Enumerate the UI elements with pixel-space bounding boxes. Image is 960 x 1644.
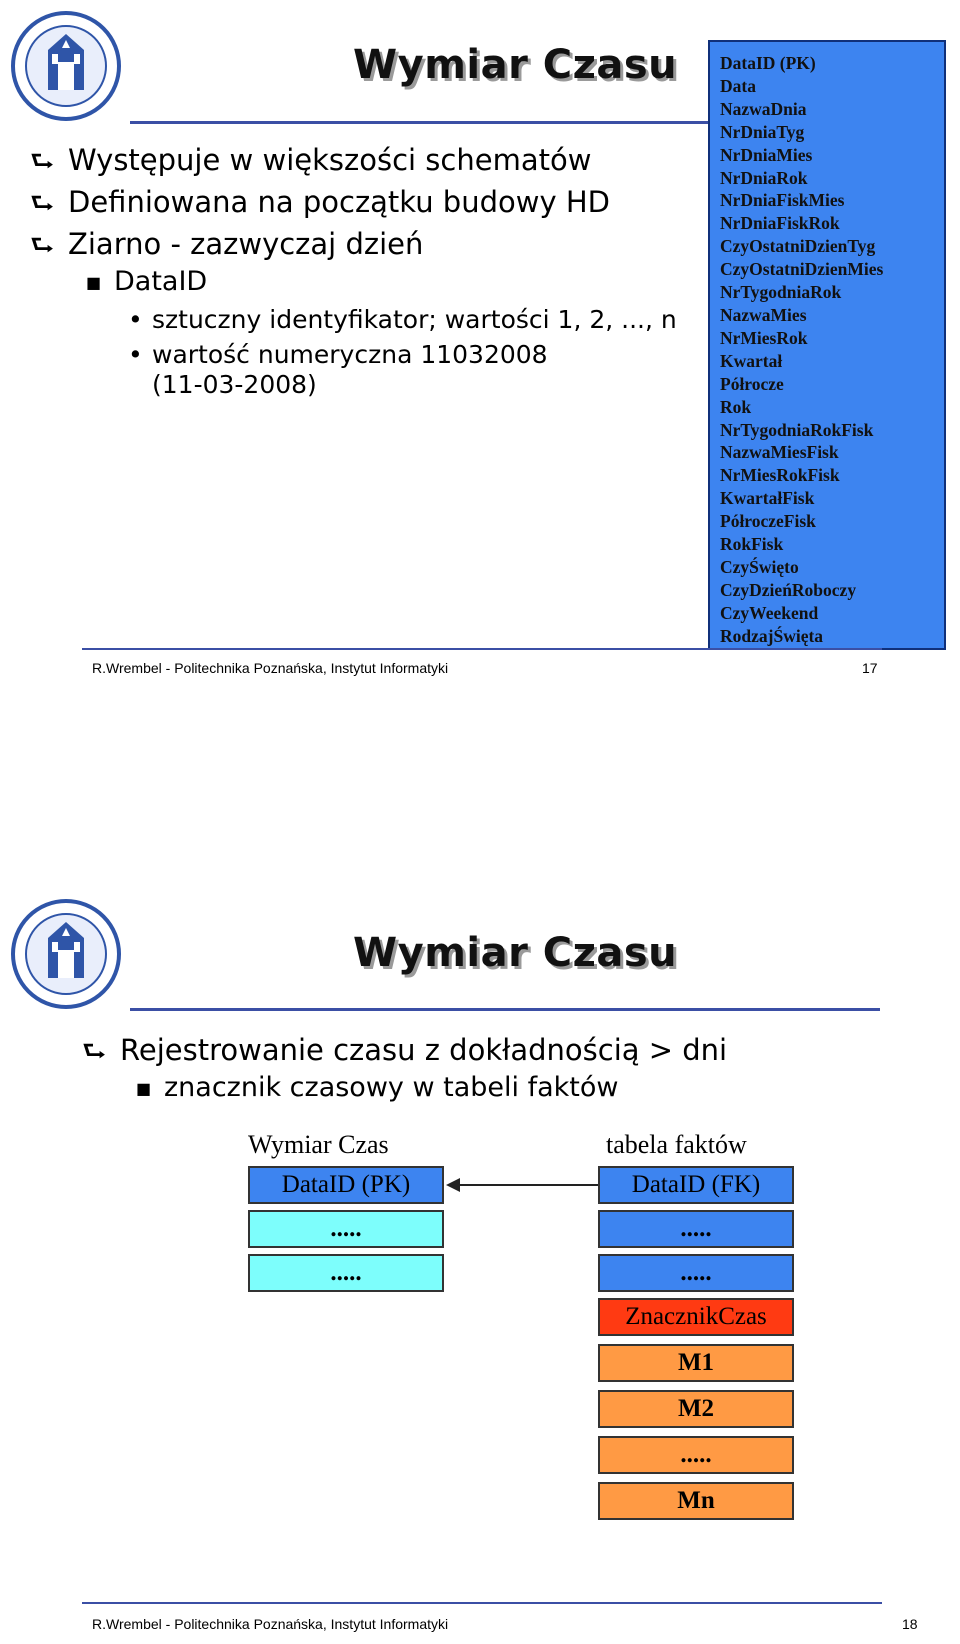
field-name: PółroczeFisk — [720, 511, 816, 532]
fact-cell-measure: ..... — [598, 1436, 794, 1474]
field-name: NazwaMiesFisk — [720, 442, 839, 463]
detail-bullet-1: • sztuczny identyfikator; wartości 1, 2, ..., n — [128, 305, 677, 334]
field-name: NrDniaMies — [720, 144, 813, 165]
field-name: Rok — [720, 396, 752, 417]
field-name: CzyOstatniDzienTyg — [720, 236, 876, 257]
dim-cell-pk: DataID (PK) — [248, 1166, 444, 1204]
fact-cell: ..... — [598, 1210, 794, 1248]
page-number: 18 — [902, 1616, 918, 1632]
field-name: NrTygodniaRok — [720, 282, 842, 303]
fact-cell-measure: Mn — [598, 1482, 794, 1520]
university-logo-icon — [10, 10, 122, 122]
slide-title: Wymiar Czasu — [353, 42, 678, 88]
field-name: CzyOstatniDzienMies — [720, 259, 884, 280]
bullet-3: ⮑ Ziarno - zazwyczaj dzień — [30, 226, 423, 272]
date-dimension-fields — [708, 40, 946, 650]
university-logo-icon — [10, 898, 122, 1010]
detail-bullet-2-cont: (11-03-2008) — [152, 370, 317, 399]
field-name: KwartałFisk — [720, 488, 815, 509]
dim-cell: ..... — [248, 1254, 444, 1292]
fact-cell-measure: M2 — [598, 1390, 794, 1428]
field-name: NrDniaFiskMies — [720, 190, 845, 211]
field-name: NrMiesRokFisk — [720, 465, 840, 486]
field-name: CzyDzieńRoboczy — [720, 579, 857, 600]
detail-bullet-2: • wartość numeryczna 11032008 — [128, 340, 548, 369]
bullet-1: ⮑ Występuje w większości schematów — [30, 142, 591, 188]
arrow-bullet-icon: ⮑ — [30, 230, 55, 261]
slide-title: Wymiar Czasu — [353, 930, 678, 976]
sub-bullet-dataid: ■ DataID — [86, 266, 208, 297]
arrow-bullet-icon: ⮑ — [30, 146, 55, 177]
slide-18 — [0, 822, 960, 1644]
field-name: Kwartał — [720, 350, 783, 371]
sub-bullet-1: ■ znacznik czasowy w tabeli faktów — [136, 1072, 619, 1103]
foreign-key-arrow — [444, 1172, 600, 1198]
field-name: NrTygodniaRokFisk — [720, 419, 874, 440]
field-name: Półrocze — [720, 373, 784, 394]
arrow-bullet-icon: ⮑ — [30, 188, 55, 219]
title-rule — [130, 121, 708, 124]
field-name: CzyWeekend — [720, 602, 819, 623]
right-table-caption: tabela faktów — [606, 1130, 747, 1159]
field-name: DataID (PK) — [720, 53, 816, 73]
left-table-caption: Wymiar Czas — [248, 1130, 389, 1159]
field-name: Data — [720, 75, 756, 96]
square-bullet-icon: ■ — [136, 1079, 152, 1098]
field-name: NrMiesRok — [720, 327, 808, 348]
fact-cell-timestamp: ZnacznikCzas — [598, 1298, 794, 1336]
field-name: RodzajŚwięta — [720, 625, 824, 646]
fact-cell-measure: M1 — [598, 1344, 794, 1382]
square-bullet-icon: ■ — [86, 273, 102, 292]
footer-rule — [82, 1602, 882, 1604]
dim-cell: ..... — [248, 1210, 444, 1248]
field-name: NrDniaFiskRok — [720, 213, 840, 234]
footer-text: R.Wrembel - Politechnika Poznańska, Instytut Informatyki — [92, 660, 449, 676]
fact-cell-fk: DataID (FK) — [598, 1166, 794, 1204]
field-name: NrDniaRok — [720, 167, 808, 188]
field-name: NazwaDnia — [720, 98, 807, 119]
field-name: NazwaMies — [720, 304, 807, 325]
field-name: CzyŚwięto — [720, 556, 799, 577]
field-name: NrDniaTyg — [720, 121, 805, 142]
page-number: 17 — [862, 660, 878, 676]
bullet-1: ⮑ Rejestrowanie czasu z dokładnością > dni — [82, 1032, 727, 1078]
footer-text: R.Wrembel - Politechnika Poznańska, Instytut Informatyki — [92, 1616, 449, 1632]
arrow-bullet-icon: ⮑ — [82, 1036, 107, 1067]
title-rule — [130, 1008, 880, 1011]
bullet-2: ⮑ Definiowana na początku budowy HD — [30, 184, 610, 230]
fact-cell: ..... — [598, 1254, 794, 1292]
footer-rule — [82, 648, 882, 650]
field-name: RokFisk — [720, 534, 784, 555]
